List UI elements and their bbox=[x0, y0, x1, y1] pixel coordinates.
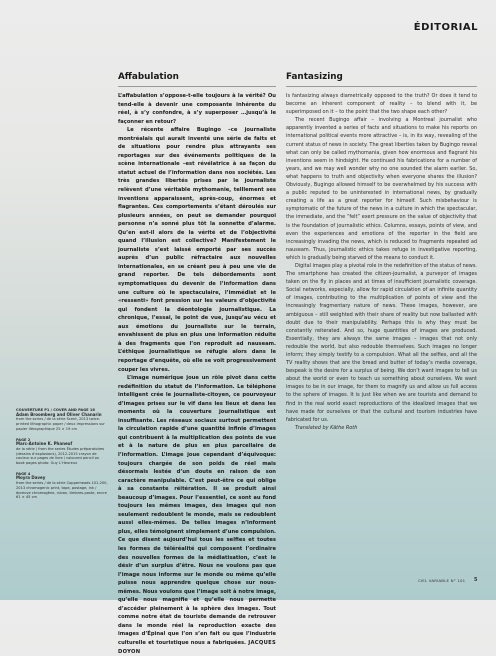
caption-head: PAGE 2 bbox=[16, 437, 31, 442]
english-paragraph: Is fantasizing always diametrically opposed to the truth? Or does it tend to become an inherent component of reality – to blend with it, be superimposed on it – to the point that the two shape each other? bbox=[286, 93, 477, 116]
french-column bbox=[118, 92, 276, 655]
french-paragraph-text: L’image numérique joue un rôle pivot dans cette redéfinition du statut de l’information. Le téléphone intelligent crée le journaliste-citoyen, ce pourvoyeur d’images prises sur le vif dans les lieux et dans les moments où la couverture journalistique est insuffisante. Les réseaux sociaux surtout permettent la circulation rapide d’une quantité infinie d’images qui contribuent à la multiplication des points de vue et à la nature de plus en plus parcellaire de l’information. L’image joue cependant d’équivoque: toujours chargée de son poids de réel mais désormais lestée d’un doute en raison de son caractère manipulable. C’est peut-être ce qui oblige à sa constante réitération. Il se produit ainsi beaucoup d’images. Pour l’essentiel, ce sont au fond toujours les mêmes images, des images qui non seulement redoublent le monde, mais se redoublent aussi elles-mêmes. De telles images n’informent plus, elles témoignent simplement d’une compulsion. Ce que disent aujourd’hui tous les selfies et toutes les formes de téléréalité qui composent l’ordinaire des nouvelles formes de la médiatisation, c’est le désir d’un surplus d’être. Nous ne voulons pas que l’image nous informe sur le monde ou même qu’elle puisse nous apprendre quelque chose sur nous-mêmes. Nous voulons que l’image soit à notre image, qu’elle nous magnifie et qu’elle nous permette d’accéder pleinement à la sphère des images. Tout comme notre état de touriste demande de retrouver dans le monde réel la reproduction exacte des images d’Épinal que l’on s’en fait ou que l’industrie culturelle et touristique nous a fabriquées. bbox=[118, 375, 276, 646]
caption-cover bbox=[16, 408, 108, 432]
image-captions bbox=[16, 408, 108, 506]
caption-artist: Moyra Davey bbox=[16, 475, 46, 481]
author-signature: JACQUES DOYON bbox=[118, 640, 276, 655]
caption-head: PAGE 4 bbox=[16, 471, 31, 476]
english-paragraph: Digital images play a pivotal role in the redefinition of the status of news. The smartphone has created the citizen-journalist, a purveyor of images taken on the fly in places and at times of insufficient journalistic coverage. Social networks, especially, allow for rapid circulation of an infinite quantity of images, contributing to the multiplication of points of view and the increasingly fragmentary nature of news. These images, however, are ambiguous – still weighted with their share of reality but now ballasted with doubt due to their manipulability. Perhaps this is why they must be constantly reiterated. And so, huge quantities of images are produced. Essentially, they are always the same images – images that not only redouble the world, but also redouble themselves. Such images no longer inform; they simply testify to a compulsion. What all the selfies, and all the TV reality shows that are the bread and butter of today’s media coverage, bespeak is the desire for a surplus of being. We don’t want images to tell us about the world or even to teach us something about ourselves. We want images to be in our image, for them to magnify us and allow us full access to the sphere of images. It is just like when we are tourists and demand to find in the real world exact reproductions of the idealized images that we have made for ourselves or that the cultural and tourism industries have fabricated for us. bbox=[286, 262, 477, 423]
french-title: Affabulation bbox=[118, 72, 179, 82]
english-title-rule bbox=[286, 86, 477, 87]
english-column bbox=[286, 92, 477, 562]
caption-body: from the series / de la série Copperheads 101-200, 2013 chromogenic print, tape, postage, ink / épreuve chromogène, ruban, timbres-poste, encre 61 × 45 cm bbox=[16, 481, 108, 500]
caption-page-4 bbox=[16, 472, 108, 500]
magazine-issue: CIEL VARIABLE N° 101 bbox=[418, 578, 466, 583]
caption-head: COUVERTURE P1 / COVER AND PAGE 16 bbox=[16, 408, 95, 412]
french-paragraph bbox=[118, 374, 276, 656]
caption-body: de la série / from the series Études préparatoires (dessins d’explosions), 2012-2015 crayon de couleur sur pages de livre / coloured pencil on book pages photo: Guy L’Heureux bbox=[16, 446, 105, 466]
french-paragraph: L’affabulation s’oppose-t-elle toujours à la vérité? Ou tend-elle à devenir une composante inhérente du réel, à s’y confondre, à s’y superposer …jusqu’à le façonner en retour? bbox=[118, 93, 276, 125]
french-paragraph: Le récente affaire Bugingo –ce journaliste montréalais qui aurait inventé une série de faits et de situations pour rendre plus attrayants ses reportages sur des événements politiques de la scène internationale –est révélatrice à sa façon du statut actuel de l’information dans nos sociétés. Les très grandes libertés prises par le journaliste relèvent d’une véritable mythomanie, telllement ses inventions apparaissent, après-coup, énormes et flagrantes. Ces comportements s’étant déroulés sur plusieurs années, on peut se demander pourquoi personne n’a sonné plus tôt la sonnette d’alarme. Qu’en est-il alors de la vérité et de l’objectivité quand l’illusion est collective? Manifestement le journaliste s’est laissé emporté par ses succès auprès d’un public réfractaire aux nouvelles internationales, en se créant peu à peu une vie de grand reporter. De tels débordements sont symptomatiques du devenir de l’information dans une culture où le spectaculaire, l’immédiat et le «ressenti» font pression sur les valeurs d’objectivité qui fondent la déontologie journalistique. La chronique, l’essai, le point de vue, jusqu’au vécu et aux émotions du journaliste sur le terrain, envahissent de plus en plus une information réduite à des fragments que l’on reproduit ad nauseam. L’éthique journalistique se réfugie alors dans le reportage d’enquête, où elle se voit progressivement couper les vivres. bbox=[118, 127, 276, 373]
french-title-rule bbox=[118, 86, 276, 87]
english-title: Fantasizing bbox=[286, 72, 343, 82]
caption-body: from the series / de la série Scent, 2013 twice-printed lithographic paper / deux impressions sur papier lithographique 25 × 19 cm bbox=[16, 417, 105, 431]
section-label: ÉDITORIAL bbox=[413, 22, 478, 33]
caption-page-2 bbox=[16, 438, 108, 466]
caption-artist: Marc-Antoine K. Phaneuf bbox=[16, 441, 73, 447]
page-number: 5 bbox=[474, 577, 478, 583]
translator-credit: Translated by Käthe Roth bbox=[295, 424, 358, 431]
caption-artist: Adam Broomberg and Oliver Chanarin bbox=[16, 411, 102, 417]
english-paragraph: The recent Bugingo affair – involving a Montreal journalist who apparently invented a series of facts and situations to make his reports on international political events more attractive – is, in its way, revealing of the current status of news in society. The great liberties taken by Bugingo reveal what can only be called mythomania, given how enormous and flagrant his inventions seem in hindsight. He continued his fabrications for a number of years, and we may well wonder why no one sounded the alarm earlier. So, what happens to truth and objectivity when everyone shares the illusion? Obviously, Bugingo allowed himself to be overwhelmed by his success with a public reputed to be uninterested in international news, by gradually creating a life as a great reporter for himself. Such misbehaviour is symptomatic of the future of the news in a culture in which the spectacular, the immediate, and the “felt” exert pressure on the value of objectivity that is the foundation of journalistic ethics. Columns, essays, points of view, and even the experiences and emotions of the reporter in the field are increasingly invading the news, which is reduced to fragments repeated ad nauseam. Thus, journalistic ethics takes refuge in investigative reporting, which is gradually being starved of the means to conduct it. bbox=[286, 117, 477, 261]
